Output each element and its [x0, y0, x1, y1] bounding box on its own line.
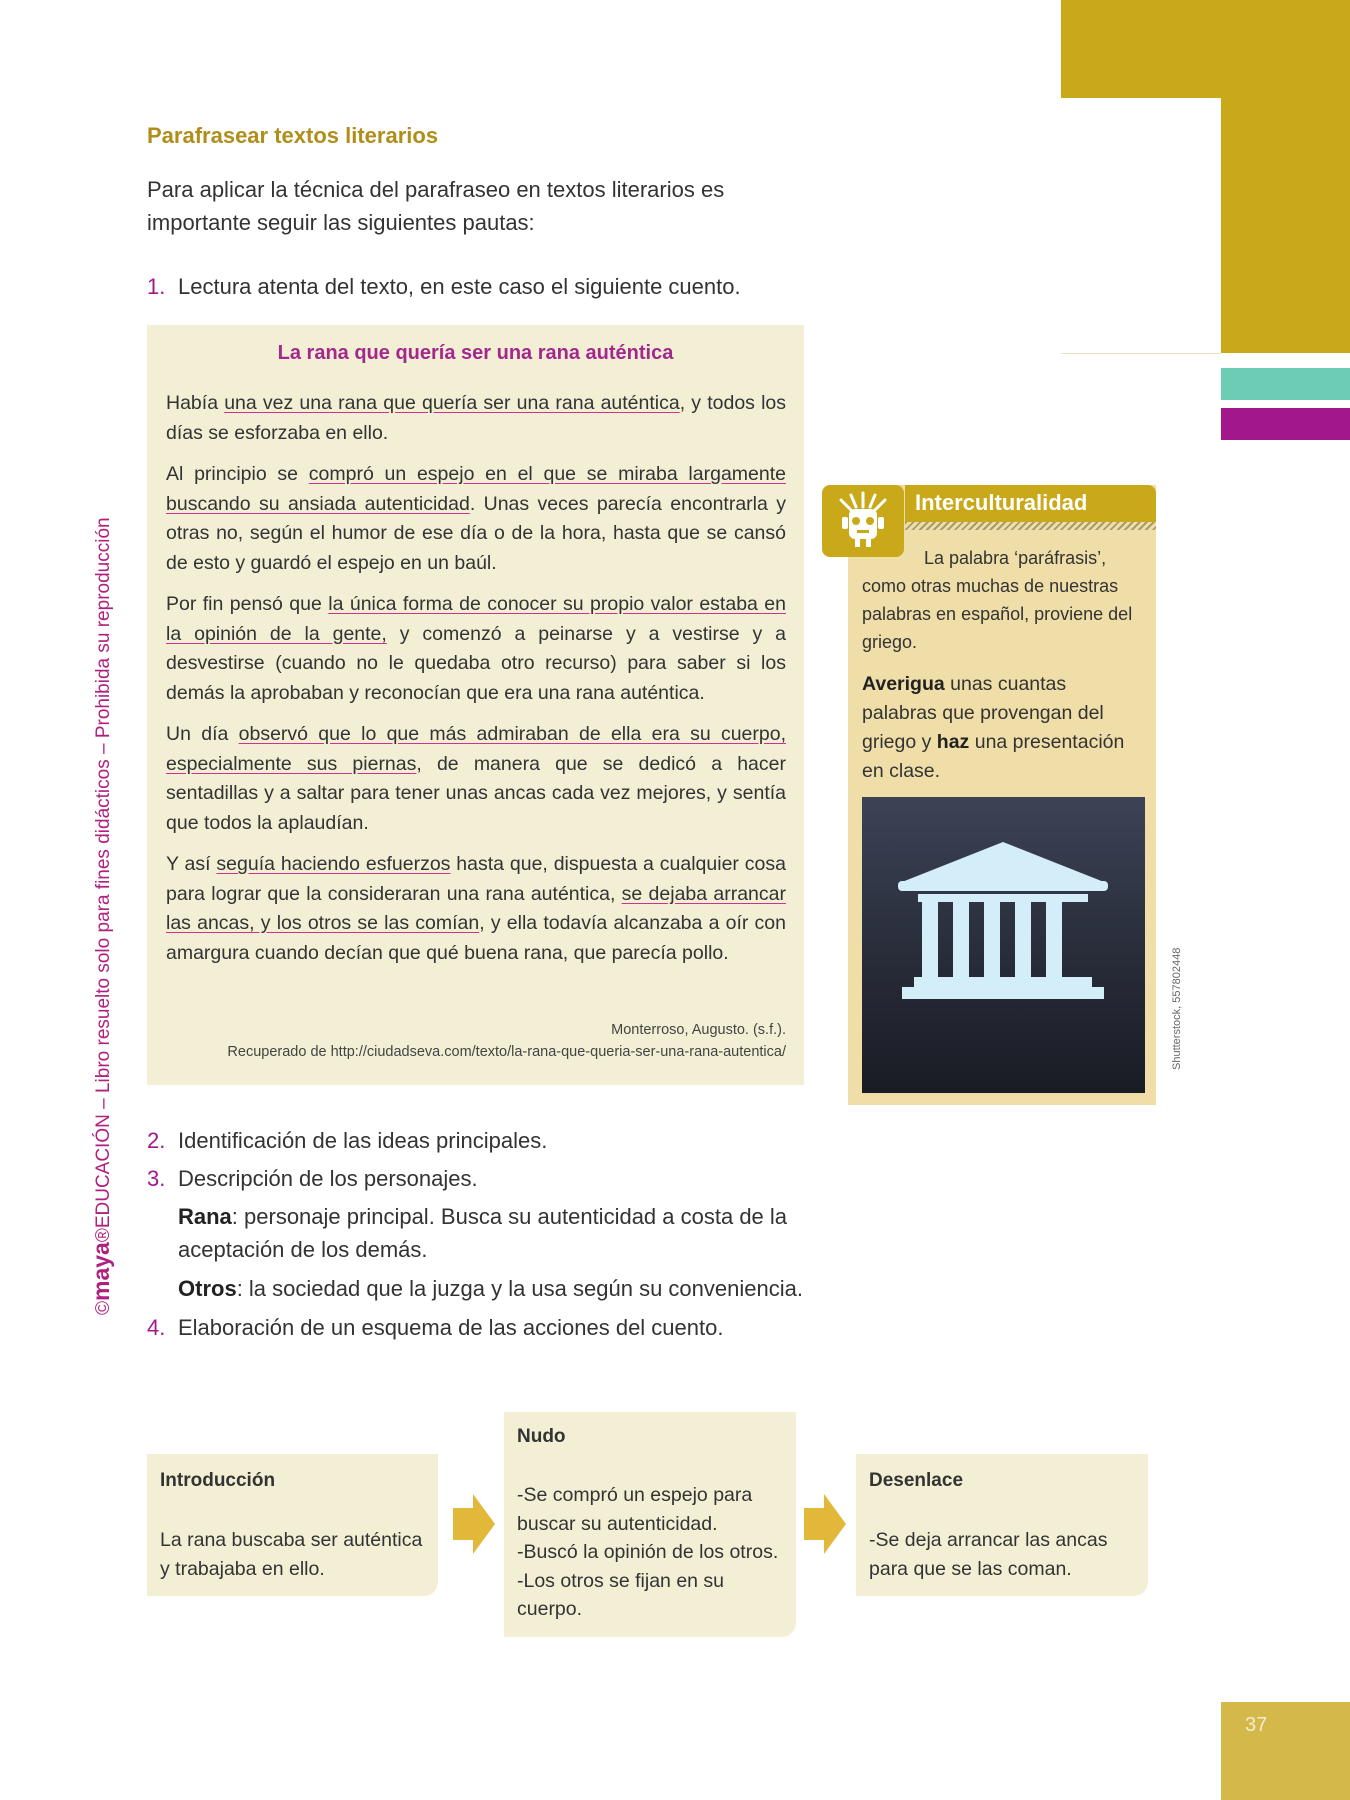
page-number: 37 — [1245, 1714, 1268, 1736]
underlined-phrase: seguía haciendo esfuerzos — [216, 853, 451, 875]
character-desc: : la sociedad que la juzga y la usa según su conveniencia. — [236, 1276, 803, 1301]
underlined-phrase: observó que lo que más admiraban de ella era su cuerpo, especialmente sus piernas — [166, 723, 787, 775]
sidebar-text: La palabra ‘paráfrasis’, como otras muchas de nuestras palabras en español, proviene del griego. — [862, 548, 1133, 652]
step-text: Identificación de las ideas principales. — [178, 1128, 548, 1153]
underlined-phrase: compró un espejo en el que se miraba largamente buscando su ansiada autenticidad — [166, 463, 786, 515]
character-desc: : personaje principal. Busca su autenticidad a costa de la aceptación de los demás. — [178, 1204, 788, 1262]
character-rana — [178, 1200, 806, 1266]
section-title: Parafrasear textos literarios — [147, 123, 439, 148]
step-number: 4. — [147, 1315, 166, 1340]
brand-logo: maya — [88, 1242, 114, 1301]
step-4 — [147, 1311, 723, 1344]
underlined-phrase: se dejaba arrancar las ancas, y los otros se las comían — [166, 882, 786, 934]
story-paragraph: Por fin pensó que la única forma de conocer su propio valor estaba en la opinión de la gente, y comenzó a peinarse y a vestirse y a desvestirse (cuando no le quedaba otro recurso) para saber si los demás la aprobaban y reconocían que era una rana auténtica. — [166, 593, 786, 704]
arrow-right-icon — [804, 1494, 846, 1554]
averigua-keyword: Averigua — [862, 673, 945, 695]
copyright-text: ®EDUCACIÓN – Libro resuelto solo para fines didácticos – Prohibida su reproducción — [93, 517, 114, 1243]
sidebar-hatch-divider — [905, 522, 1156, 530]
diagram-card-desenlace — [856, 1454, 1148, 1596]
card-title: Nudo — [517, 1426, 566, 1447]
sidebar-activity: Averigua unas cuantas palabras que provengan del griego y haz una presentación en clase. — [862, 673, 1125, 782]
story-title: La rana que quería ser una rana auténtica — [277, 342, 674, 364]
decorative-gold-band — [1221, 0, 1350, 353]
diagram-card-intro — [147, 1454, 438, 1596]
haz-keyword: haz — [936, 731, 970, 753]
character-name: Otros — [178, 1276, 237, 1301]
story-paragraph: Y así seguía haciendo esfuerzos hasta que, dispuesta a cualquier cosa para lograr que la consideraran una rana auténtica, se dejaba arrancar las ancas, y los otros se las comían, y ella todavía alcanzaba a oír con amargura cuando decían que qué buena rana, que parecía pollo. — [166, 853, 786, 964]
greek-temple-photo — [862, 797, 1145, 1093]
copyright-symbol: © — [93, 1301, 114, 1315]
card-text: -Se compró un espejo para buscar su autenticidad. -Buscó la opinión de los otros. -Los otros se fijan en su cuerpo. — [517, 1484, 779, 1620]
story-source — [166, 1019, 786, 1063]
source-author: Monterroso, Augusto. (s.f.). — [611, 1022, 786, 1038]
diagram-card-nudo — [504, 1412, 796, 1637]
step-2 — [147, 1124, 547, 1157]
card-text: La rana buscaba ser auténtica y trabajaba en ello. — [160, 1529, 423, 1580]
decorative-line — [1061, 353, 1221, 354]
step-text: Elaboración de un esquema de las acciones del cuento. — [178, 1315, 724, 1340]
intro-paragraph: Para aplicar la técnica del parafraseo en textos literarios es importante seguir las siguientes pautas: — [147, 177, 725, 235]
underlined-phrase: la única forma de conocer su propio valor estaba en la opinión de la gente, — [166, 593, 786, 645]
story-paragraph: Un día observó que lo que más admiraban de ella era su cuerpo, especialmente sus piernas, de manera que se dedicó a hacer sentadillas y a saltar para tener unas ancas cada vez mejores, y sentía que todos la aplaudían. — [166, 723, 787, 834]
step-number: 3. — [147, 1166, 166, 1191]
step-number: 2. — [147, 1128, 166, 1153]
sidebar-title: Interculturalidad — [915, 490, 1088, 515]
character-name: Rana — [178, 1204, 232, 1229]
step-1 — [147, 270, 741, 303]
decorative-teal-stripe — [1221, 368, 1350, 400]
step-number: 1. — [147, 274, 166, 299]
underlined-phrase: una vez una rana que quería ser una rana auténtica — [224, 392, 680, 414]
page-number-box — [1221, 1702, 1350, 1800]
step-3 — [147, 1162, 478, 1195]
story-paragraph: Al principio se compró un espejo en el que se miraba largamente buscando su ansiada autenticidad. Unas veces parecía encontrarla y otras no, según el humor de ese día o de la hora, hasta que se cansó de esto y guardó el espejo en un baúl. — [166, 463, 786, 574]
step-text: Lectura atenta del texto, en este caso el siguiente cuento. — [178, 274, 741, 299]
copyright-notice — [88, 517, 115, 1315]
arrow-right-icon — [453, 1494, 495, 1554]
story-paragraph: Había una vez una rana que quería ser una rana auténtica, y todos los días se esforzaba en ello. — [166, 392, 786, 444]
source-url: Recuperado de http://ciudadseva.com/texto/la-rana-que-queria-ser-una-rana-autentica/ — [227, 1044, 786, 1060]
character-otros — [178, 1272, 818, 1305]
step-text: Descripción de los personajes. — [178, 1166, 478, 1191]
card-text: -Se deja arrancar las ancas para que se las coman. — [869, 1529, 1108, 1580]
story-body — [166, 389, 786, 980]
decorative-magenta-stripe — [1221, 408, 1350, 440]
card-title: Desenlace — [869, 1470, 964, 1491]
card-title: Introducción — [160, 1470, 276, 1491]
photo-credit: Shutterstock, 557802448 — [1171, 947, 1183, 1070]
temple-icon — [898, 842, 1108, 999]
